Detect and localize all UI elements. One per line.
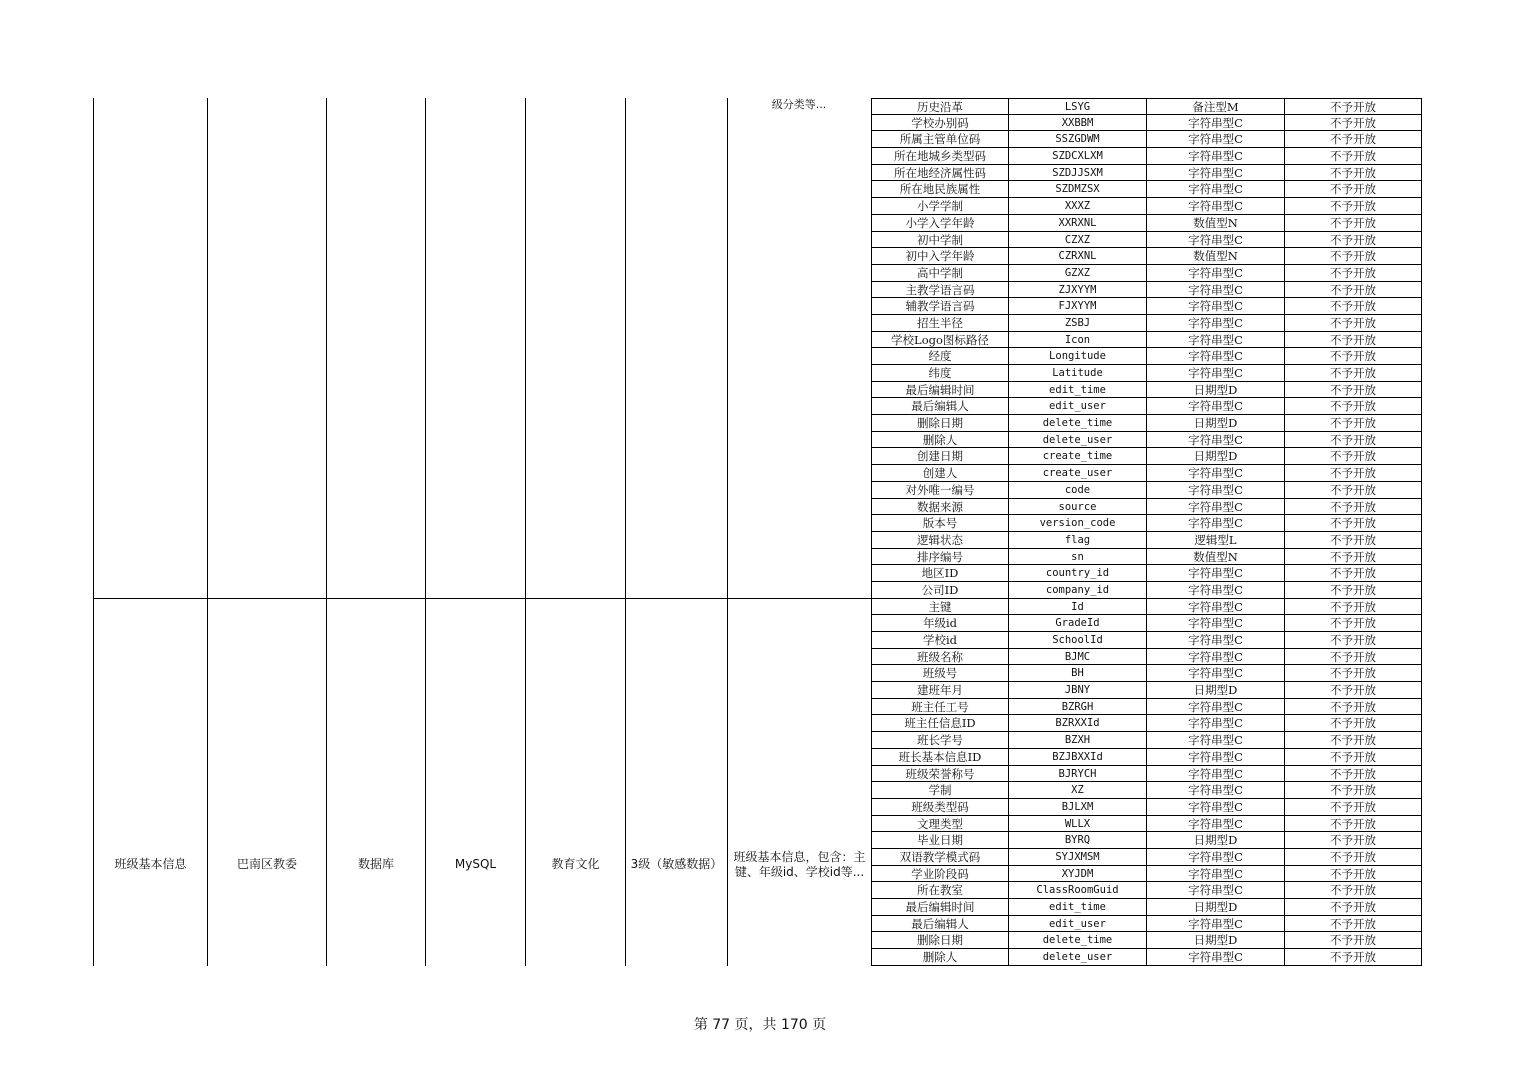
field-type-cell: 日期型D xyxy=(1147,932,1285,949)
table-row xyxy=(871,699,1422,716)
field-code-cell: code xyxy=(1009,482,1147,499)
table-row xyxy=(871,549,1422,566)
field-name-cell: 班长基本信息ID xyxy=(871,749,1009,766)
field-open-cell: 不予开放 xyxy=(1285,949,1422,966)
field-name-cell: 最后编辑时间 xyxy=(871,382,1009,399)
table-row xyxy=(871,832,1422,849)
field-open-cell: 不予开放 xyxy=(1285,365,1422,382)
field-code-cell: delete_time xyxy=(1009,932,1147,949)
table-row xyxy=(871,782,1422,799)
table-row xyxy=(871,582,1422,599)
field-name-cell: 小学入学年龄 xyxy=(871,215,1009,232)
table-row xyxy=(871,732,1422,749)
field-code-cell: source xyxy=(1009,499,1147,516)
table-row xyxy=(871,448,1422,465)
field-type-cell: 字符串型C xyxy=(1147,816,1285,833)
field-code-cell: Latitude xyxy=(1009,365,1147,382)
field-type-cell: 字符串型C xyxy=(1147,782,1285,799)
table-row xyxy=(871,265,1422,282)
field-code-cell: delete_user xyxy=(1009,949,1147,966)
table-row xyxy=(871,882,1422,899)
field-name-cell: 初中入学年龄 xyxy=(871,248,1009,265)
db-type-cell: MySQL xyxy=(454,857,497,871)
field-code-cell: XXRXNL xyxy=(1009,215,1147,232)
field-code-cell: Id xyxy=(1009,599,1147,616)
field-name-cell: 学校id xyxy=(871,632,1009,649)
field-open-cell: 不予开放 xyxy=(1285,265,1422,282)
field-type-cell: 字符串型C xyxy=(1147,699,1285,716)
field-type-cell: 字符串型C xyxy=(1147,632,1285,649)
field-type-cell: 字符串型C xyxy=(1147,148,1285,165)
table-row xyxy=(871,715,1422,732)
field-open-cell: 不予开放 xyxy=(1285,715,1422,732)
field-name-cell: 最后编辑时间 xyxy=(871,899,1009,916)
table-row xyxy=(871,465,1422,482)
field-type-cell: 字符串型C xyxy=(1147,482,1285,499)
field-type-cell: 字符串型C xyxy=(1147,582,1285,599)
field-open-cell: 不予开放 xyxy=(1285,766,1422,783)
field-name-cell: 主键 xyxy=(871,599,1009,616)
field-open-cell: 不予开放 xyxy=(1285,198,1422,215)
field-name-cell: 班级类型码 xyxy=(871,799,1009,816)
field-code-cell: SchoolId xyxy=(1009,632,1147,649)
field-code-cell: BYRQ xyxy=(1009,832,1147,849)
field-open-cell: 不予开放 xyxy=(1285,248,1422,265)
field-open-cell: 不予开放 xyxy=(1285,532,1422,549)
field-name-cell: 学校Logo图标路径 xyxy=(871,332,1009,349)
field-code-cell: flag xyxy=(1009,532,1147,549)
field-name-cell: 创建人 xyxy=(871,465,1009,482)
field-type-cell: 日期型D xyxy=(1147,899,1285,916)
field-code-cell: BJLXM xyxy=(1009,799,1147,816)
field-type-cell: 日期型D xyxy=(1147,832,1285,849)
field-type-cell: 字符串型C xyxy=(1147,882,1285,899)
field-type-cell: 字符串型C xyxy=(1147,198,1285,215)
field-type-cell: 日期型D xyxy=(1147,448,1285,465)
field-name-cell: 删除日期 xyxy=(871,932,1009,949)
field-open-cell: 不予开放 xyxy=(1285,348,1422,365)
field-type-cell: 字符串型C xyxy=(1147,866,1285,883)
field-name-cell: 历史沿革 xyxy=(871,99,1009,115)
field-name-cell: 创建日期 xyxy=(871,448,1009,465)
field-name-cell: 小学学制 xyxy=(871,198,1009,215)
table-row xyxy=(871,499,1422,516)
field-name-cell: 班主任工号 xyxy=(871,699,1009,716)
field-type-cell: 字符串型C xyxy=(1147,499,1285,516)
field-open-cell: 不予开放 xyxy=(1285,866,1422,883)
field-name-cell: 逻辑状态 xyxy=(871,532,1009,549)
field-name-cell: 地区ID xyxy=(871,565,1009,582)
field-open-cell: 不予开放 xyxy=(1285,565,1422,582)
field-type-cell: 字符串型C xyxy=(1147,115,1285,132)
table-row xyxy=(871,432,1422,449)
level-cell: 3级（敏感数据） xyxy=(630,857,723,871)
field-name-cell: 学制 xyxy=(871,782,1009,799)
field-code-cell: ZSBJ xyxy=(1009,315,1147,332)
field-open-cell: 不予开放 xyxy=(1285,398,1422,415)
field-code-cell: version_code xyxy=(1009,515,1147,532)
field-open-cell: 不予开放 xyxy=(1285,99,1422,115)
field-open-cell: 不予开放 xyxy=(1285,131,1422,148)
table-row xyxy=(871,332,1422,349)
table-row xyxy=(871,749,1422,766)
field-open-cell: 不予开放 xyxy=(1285,298,1422,315)
field-name-cell: 学校办别码 xyxy=(871,115,1009,132)
description-cell xyxy=(728,850,871,880)
field-open-cell: 不予开放 xyxy=(1285,432,1422,449)
field-code-cell: CZXZ xyxy=(1009,232,1147,249)
field-code-cell: create_user xyxy=(1009,465,1147,482)
field-name-cell: 删除人 xyxy=(871,432,1009,449)
field-name-cell: 招生半径 xyxy=(871,315,1009,332)
field-type-cell: 数值型N xyxy=(1147,215,1285,232)
field-code-cell: create_time xyxy=(1009,448,1147,465)
field-name-cell: 年级id xyxy=(871,615,1009,632)
field-open-cell: 不予开放 xyxy=(1285,465,1422,482)
field-code-cell: Longitude xyxy=(1009,348,1147,365)
field-open-cell: 不予开放 xyxy=(1285,632,1422,649)
table-row xyxy=(871,298,1422,315)
field-name-cell: 对外唯一编号 xyxy=(871,482,1009,499)
field-name-cell: 双语教学模式码 xyxy=(871,849,1009,866)
field-code-cell: delete_user xyxy=(1009,432,1147,449)
field-open-cell: 不予开放 xyxy=(1285,165,1422,182)
field-code-cell: XXBBM xyxy=(1009,115,1147,132)
field-name-cell: 高中学制 xyxy=(871,265,1009,282)
field-type-cell: 备注型M xyxy=(1147,99,1285,115)
table-row xyxy=(871,315,1422,332)
field-name-cell: 所属主管单位码 xyxy=(871,131,1009,148)
field-name-cell: 建班年月 xyxy=(871,682,1009,699)
field-type-cell: 字符串型C xyxy=(1147,465,1285,482)
field-type-cell: 字符串型C xyxy=(1147,766,1285,783)
field-name-cell: 主教学语言码 xyxy=(871,282,1009,299)
field-code-cell: SZDJJSXM xyxy=(1009,165,1147,182)
field-name-cell: 文理类型 xyxy=(871,816,1009,833)
field-code-cell: country_id xyxy=(1009,565,1147,582)
field-type-cell: 字符串型C xyxy=(1147,432,1285,449)
field-type-cell: 字符串型C xyxy=(1147,181,1285,198)
field-code-cell: LSYG xyxy=(1009,99,1147,115)
field-code-cell: BZRXXId xyxy=(1009,715,1147,732)
field-table xyxy=(871,98,1422,966)
table-row xyxy=(871,148,1422,165)
field-open-cell: 不予开放 xyxy=(1285,549,1422,566)
field-name-cell: 数据来源 xyxy=(871,499,1009,516)
table-row xyxy=(871,181,1422,198)
field-open-cell: 不予开放 xyxy=(1285,332,1422,349)
field-type-cell: 字符串型C xyxy=(1147,749,1285,766)
field-name-cell: 公司ID xyxy=(871,582,1009,599)
field-open-cell: 不予开放 xyxy=(1285,232,1422,249)
field-type-cell: 字符串型C xyxy=(1147,365,1285,382)
field-type-cell: 字符串型C xyxy=(1147,615,1285,632)
field-open-cell: 不予开放 xyxy=(1285,699,1422,716)
field-name-cell: 最后编辑人 xyxy=(871,398,1009,415)
field-name-cell: 班长学号 xyxy=(871,732,1009,749)
field-type-cell: 字符串型C xyxy=(1147,515,1285,532)
table-row xyxy=(871,799,1422,816)
field-type-cell: 字符串型C xyxy=(1147,282,1285,299)
field-type-cell: 字符串型C xyxy=(1147,665,1285,682)
field-code-cell: company_id xyxy=(1009,582,1147,599)
table-row xyxy=(871,365,1422,382)
field-open-cell: 不予开放 xyxy=(1285,932,1422,949)
field-open-cell: 不予开放 xyxy=(1285,799,1422,816)
category-cell: 教育文化 xyxy=(551,857,600,871)
table-row xyxy=(871,766,1422,783)
table-row xyxy=(871,866,1422,883)
field-open-cell: 不予开放 xyxy=(1285,482,1422,499)
field-type-cell: 字符串型C xyxy=(1147,165,1285,182)
owner-cell: 巴南区教委 xyxy=(236,857,297,871)
table-row xyxy=(871,532,1422,549)
field-code-cell: delete_time xyxy=(1009,415,1147,432)
table-row xyxy=(871,98,1422,115)
field-name-cell: 最后编辑人 xyxy=(871,916,1009,933)
field-open-cell: 不予开放 xyxy=(1285,448,1422,465)
field-type-cell: 字符串型C xyxy=(1147,732,1285,749)
field-open-cell: 不予开放 xyxy=(1285,732,1422,749)
field-name-cell: 纬度 xyxy=(871,365,1009,382)
field-open-cell: 不予开放 xyxy=(1285,315,1422,332)
field-name-cell: 排序编号 xyxy=(871,549,1009,566)
table-row xyxy=(871,198,1422,215)
field-open-cell: 不予开放 xyxy=(1285,749,1422,766)
field-code-cell: XXXZ xyxy=(1009,198,1147,215)
field-type-cell: 字符串型C xyxy=(1147,332,1285,349)
field-name-cell: 班级名称 xyxy=(871,649,1009,666)
table-row xyxy=(871,615,1422,632)
table-row xyxy=(871,649,1422,666)
field-name-cell: 毕业日期 xyxy=(871,832,1009,849)
field-open-cell: 不予开放 xyxy=(1285,582,1422,599)
field-type-cell: 字符串型C xyxy=(1147,298,1285,315)
field-type-cell: 字符串型C xyxy=(1147,916,1285,933)
field-type-cell: 字符串型C xyxy=(1147,315,1285,332)
field-type-cell: 字符串型C xyxy=(1147,348,1285,365)
table-row xyxy=(871,899,1422,916)
field-open-cell: 不予开放 xyxy=(1285,115,1422,132)
prev-description-tail: 级分类等... xyxy=(771,98,827,111)
field-type-cell: 字符串型C xyxy=(1147,849,1285,866)
field-name-cell: 删除人 xyxy=(871,949,1009,966)
table-row xyxy=(871,515,1422,532)
field-code-cell: BZRGH xyxy=(1009,699,1147,716)
table-row xyxy=(871,398,1422,415)
table-row xyxy=(871,348,1422,365)
field-code-cell: sn xyxy=(1009,549,1147,566)
table-row xyxy=(871,248,1422,265)
field-open-cell: 不予开放 xyxy=(1285,682,1422,699)
field-name-cell: 学业阶段码 xyxy=(871,866,1009,883)
field-type-cell: 逻辑型L xyxy=(1147,532,1285,549)
field-name-cell: 所在教室 xyxy=(871,882,1009,899)
table-row xyxy=(871,165,1422,182)
field-open-cell: 不予开放 xyxy=(1285,899,1422,916)
field-code-cell: BZXH xyxy=(1009,732,1147,749)
field-type-cell: 日期型D xyxy=(1147,415,1285,432)
table-row xyxy=(871,632,1422,649)
table-row xyxy=(871,816,1422,833)
description-line-2: 键、年级id、学校id等... xyxy=(734,865,865,879)
description-line-1: 班级基本信息，包含：主 xyxy=(733,850,866,864)
field-open-cell: 不予开放 xyxy=(1285,832,1422,849)
field-code-cell: FJXYYM xyxy=(1009,298,1147,315)
field-type-cell: 字符串型C xyxy=(1147,599,1285,616)
field-open-cell: 不予开放 xyxy=(1285,515,1422,532)
table-row xyxy=(871,949,1422,966)
field-code-cell: SZDCXLXM xyxy=(1009,148,1147,165)
table-row xyxy=(871,482,1422,499)
field-open-cell: 不予开放 xyxy=(1285,665,1422,682)
field-open-cell: 不予开放 xyxy=(1285,782,1422,799)
field-type-cell: 字符串型C xyxy=(1147,131,1285,148)
field-type-cell: 字符串型C xyxy=(1147,715,1285,732)
field-code-cell: ClassRoomGuid xyxy=(1009,882,1147,899)
field-type-cell: 字符串型C xyxy=(1147,265,1285,282)
table-row xyxy=(871,115,1422,132)
page-footer: 第 77 页，共 170 页 xyxy=(693,1017,827,1033)
table-row xyxy=(871,599,1422,616)
field-type-cell: 日期型D xyxy=(1147,382,1285,399)
field-open-cell: 不予开放 xyxy=(1285,816,1422,833)
field-open-cell: 不予开放 xyxy=(1285,499,1422,516)
field-name-cell: 所在地经济属性码 xyxy=(871,165,1009,182)
field-code-cell: SYJXMSM xyxy=(1009,849,1147,866)
table-row xyxy=(871,131,1422,148)
field-open-cell: 不予开放 xyxy=(1285,415,1422,432)
table-row xyxy=(871,932,1422,949)
field-name-cell: 所在地民族属性 xyxy=(871,181,1009,198)
field-type-cell: 字符串型C xyxy=(1147,398,1285,415)
table-row xyxy=(871,916,1422,933)
field-name-cell: 班级号 xyxy=(871,665,1009,682)
table-row xyxy=(871,232,1422,249)
field-code-cell: BJMC xyxy=(1009,649,1147,666)
resource-type-cell: 数据库 xyxy=(357,857,394,871)
field-name-cell: 初中学制 xyxy=(871,232,1009,249)
field-code-cell: XZ xyxy=(1009,782,1147,799)
field-code-cell: XYJDM xyxy=(1009,866,1147,883)
field-code-cell: JBNY xyxy=(1009,682,1147,699)
table-row xyxy=(871,565,1422,582)
field-code-cell: GZXZ xyxy=(1009,265,1147,282)
field-type-cell: 数值型N xyxy=(1147,248,1285,265)
field-code-cell: GradeId xyxy=(1009,615,1147,632)
field-code-cell: SSZGDWM xyxy=(1009,131,1147,148)
field-code-cell: edit_time xyxy=(1009,899,1147,916)
field-code-cell: CZRXNL xyxy=(1009,248,1147,265)
field-open-cell: 不予开放 xyxy=(1285,615,1422,632)
field-open-cell: 不予开放 xyxy=(1285,282,1422,299)
field-type-cell: 字符串型C xyxy=(1147,949,1285,966)
field-open-cell: 不予开放 xyxy=(1285,215,1422,232)
field-type-cell: 字符串型C xyxy=(1147,565,1285,582)
field-open-cell: 不予开放 xyxy=(1285,382,1422,399)
table-row xyxy=(871,665,1422,682)
field-code-cell: ZJXYYM xyxy=(1009,282,1147,299)
field-open-cell: 不予开放 xyxy=(1285,849,1422,866)
field-name-cell: 辅教学语言码 xyxy=(871,298,1009,315)
field-open-cell: 不予开放 xyxy=(1285,916,1422,933)
field-open-cell: 不予开放 xyxy=(1285,882,1422,899)
field-code-cell: edit_user xyxy=(1009,398,1147,415)
field-code-cell: SZDMZSX xyxy=(1009,181,1147,198)
field-name-cell: 所在地城乡类型码 xyxy=(871,148,1009,165)
field-code-cell: edit_time xyxy=(1009,382,1147,399)
field-open-cell: 不予开放 xyxy=(1285,649,1422,666)
field-code-cell: edit_user xyxy=(1009,916,1147,933)
field-type-cell: 字符串型C xyxy=(1147,232,1285,249)
field-type-cell: 字符串型C xyxy=(1147,799,1285,816)
field-code-cell: Icon xyxy=(1009,332,1147,349)
field-code-cell: BJRYCH xyxy=(1009,766,1147,783)
field-open-cell: 不予开放 xyxy=(1285,599,1422,616)
table-row xyxy=(871,282,1422,299)
field-type-cell: 数值型N xyxy=(1147,549,1285,566)
table-name-cell: 班级基本信息 xyxy=(114,857,187,871)
field-type-cell: 字符串型C xyxy=(1147,649,1285,666)
field-name-cell: 班级荣誉称号 xyxy=(871,766,1009,783)
table-row xyxy=(871,215,1422,232)
table-row xyxy=(871,415,1422,432)
table-row xyxy=(871,382,1422,399)
field-open-cell: 不予开放 xyxy=(1285,148,1422,165)
field-open-cell: 不予开放 xyxy=(1285,181,1422,198)
field-code-cell: BH xyxy=(1009,665,1147,682)
field-code-cell: BZJBXXId xyxy=(1009,749,1147,766)
field-name-cell: 版本号 xyxy=(871,515,1009,532)
table-row xyxy=(871,682,1422,699)
field-name-cell: 删除日期 xyxy=(871,415,1009,432)
table-row xyxy=(871,849,1422,866)
field-name-cell: 班主任信息ID xyxy=(871,715,1009,732)
field-code-cell: WLLX xyxy=(1009,816,1147,833)
field-name-cell: 经度 xyxy=(871,348,1009,365)
field-type-cell: 日期型D xyxy=(1147,682,1285,699)
